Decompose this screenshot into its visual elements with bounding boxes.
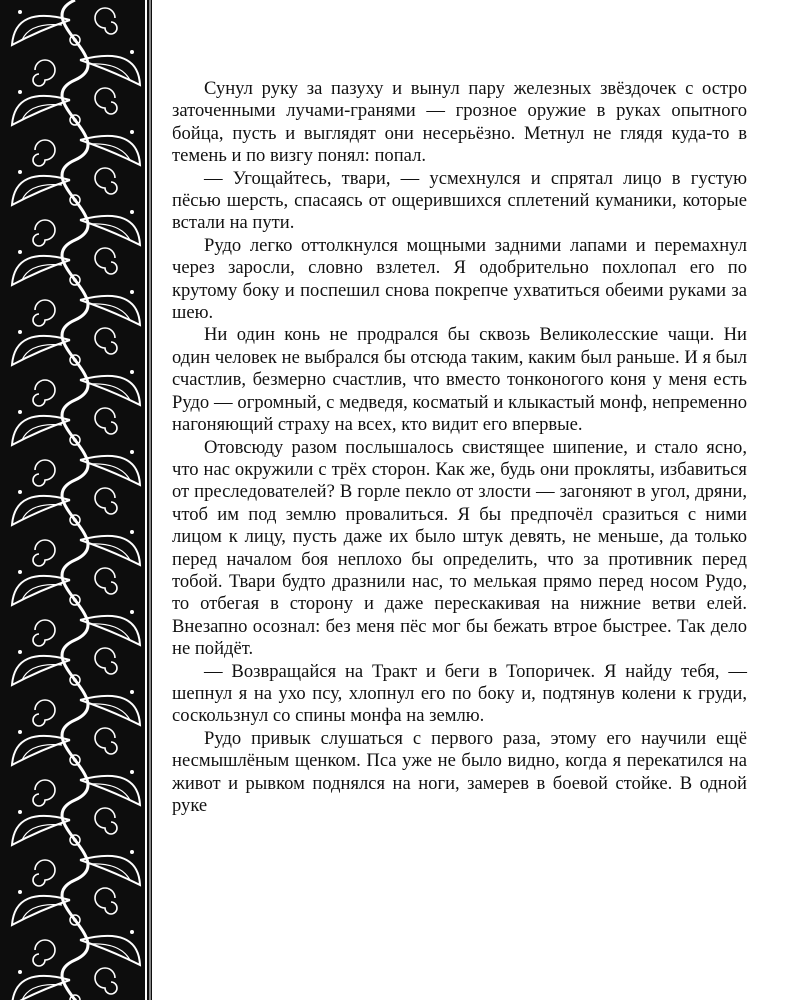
ornament-motif xyxy=(12,416,70,445)
paragraph: Ни один конь не продрался бы сквозь Великолесские чащи. Ни один человек не выбрался бы отсюда таким, каким был раньше. И я был счастлив, безмерно счастлив, что вместо тонконогого коня у меня есть Рудо — огромный, с медведя, косматый и клыкастый монф, непременно нагоняющий страху на всех, кто видит его впервые. xyxy=(172,324,747,436)
ornament-motif xyxy=(73,918,77,922)
ornament-motif xyxy=(33,300,55,326)
ornament-motif xyxy=(33,780,55,806)
ornament-motif xyxy=(130,850,134,854)
ornament-motif xyxy=(12,16,70,45)
ornament-motif xyxy=(80,616,140,645)
ornament-motif xyxy=(12,816,70,845)
ornament-motif xyxy=(130,770,134,774)
ornament-motif xyxy=(130,370,134,374)
ornament-motif xyxy=(73,598,77,602)
ornament-motif xyxy=(12,656,70,685)
ornament-motif xyxy=(80,936,140,965)
ornament-motif xyxy=(80,856,140,885)
ornament-motif xyxy=(12,336,70,365)
ornament-motif xyxy=(18,890,22,894)
ornament-motif xyxy=(95,88,117,114)
ornament-motif xyxy=(95,8,117,34)
ornament-motif xyxy=(33,60,55,86)
ornament-motif xyxy=(12,496,70,525)
ornament-motif xyxy=(80,536,140,565)
ornament-motif xyxy=(73,118,77,122)
ornament-motif xyxy=(73,278,77,282)
ornament-motif xyxy=(62,0,88,1000)
ornament-motif xyxy=(80,56,140,85)
paragraph: Рудо легко оттолкнулся мощными задними лапами и перемахнул через заросли, словно взлетел. Я одобрительно похлопал его по крутому боку и поспешил снова покрепче ухватиться обеими руками за шею. xyxy=(172,234,747,324)
ornament-motif xyxy=(73,518,77,522)
ornament-motif xyxy=(18,410,22,414)
paragraph: Рудо привык слушаться с первого раза, этому его научили ещё несмышлёным щенком. Пса уже не было видно, когда я перекатился на живот и рывком поднялся на ноги, замерев в боевой стойке. В одной руке xyxy=(172,727,747,816)
ornament-motif xyxy=(18,650,22,654)
ornament-motif xyxy=(18,810,22,814)
ornament-motif xyxy=(80,136,140,165)
ornament-motif xyxy=(18,730,22,734)
ornament-motif xyxy=(95,648,117,674)
ornament-motif xyxy=(95,968,117,994)
ornament-motif xyxy=(73,758,77,762)
ornament-motif xyxy=(12,896,70,925)
book-text xyxy=(172,78,747,817)
ornament-motif xyxy=(73,678,77,682)
ornament-motif xyxy=(80,696,140,725)
ornament-motif xyxy=(33,460,55,486)
ornament-motif xyxy=(130,290,134,294)
ornament-motif xyxy=(95,808,117,834)
ornament-pattern-icon xyxy=(0,0,152,1000)
ornament-motif xyxy=(73,358,77,362)
ornament-motif xyxy=(12,176,70,205)
ornament-motif xyxy=(95,248,117,274)
ornament-motif xyxy=(12,736,70,765)
ornament-motif xyxy=(95,728,117,754)
ornament-motif xyxy=(18,570,22,574)
ornament-motif xyxy=(18,90,22,94)
ornament-motif xyxy=(130,450,134,454)
ornament-motif xyxy=(12,96,70,125)
paragraph: — Угощайтесь, твари, — усмехнулся и спрятал лицо в густую пёсью шерсть, спасаясь от ощерившихся сплетений куманики, которые встали на пути. xyxy=(172,167,747,234)
ornament-motif xyxy=(130,130,134,134)
ornament-motif xyxy=(130,930,134,934)
ornament-motif xyxy=(130,690,134,694)
ornament-motif xyxy=(12,256,70,285)
ornament-motif xyxy=(95,408,117,434)
paragraph: Сунул руку за пазуху и вынул пару железных звёздочек с остро заточенными лучами-гранями — грозное оружие в руках опытного бойца, пусть и выглядят они несерьёзно. Метнул не глядя куда-то в темень и по визгу понял: попал. xyxy=(172,78,747,167)
ornament-motif xyxy=(18,170,22,174)
ornament-motif xyxy=(95,488,117,514)
ornament-motif xyxy=(18,970,22,974)
ornament-motif xyxy=(130,530,134,534)
ornament-motif xyxy=(95,568,117,594)
ornament-motif xyxy=(130,210,134,214)
ornament-motif xyxy=(18,490,22,494)
ornament-motif xyxy=(95,328,117,354)
ornament-motif xyxy=(12,576,70,605)
ornament-motif xyxy=(80,776,140,805)
ornament-motif xyxy=(18,330,22,334)
ornament-motif xyxy=(33,540,55,566)
ornament-motif xyxy=(95,888,117,914)
ornament-motif xyxy=(33,700,55,726)
ornament-motif xyxy=(33,380,55,406)
paragraph: Отовсюду разом послышалось свистящее шипение, и стало ясно, что нас окружили с трёх сторон. Как же, будь они прокляты, избавиться от преследователей? В горле пекло от злости — загоняют в угол, дряни, чтоб им под землю провалиться. Я бы предпочёл сразиться с ними лицом к лицу, пусть даже их было штук девять, не меньше, да только перед началом боя неплохо бы определить, что за противник перед тобой. Твари будто дразнили нас, то мелькая прямо перед носом Рудо, то отбегая в сторону и даже перескакивая на нижние ветви елей. Внезапно осознал: без меня пёс мог бы бежать втрое быстрее. Так дело не пойдёт. xyxy=(172,436,747,660)
decorative-ornament-border xyxy=(0,0,152,1000)
ornament-motif xyxy=(73,198,77,202)
ornament-motif xyxy=(33,140,55,166)
ornament-motif xyxy=(130,50,134,54)
ornament-motif xyxy=(130,610,134,614)
ornament-motif xyxy=(33,220,55,246)
ornament-motif xyxy=(33,940,55,966)
ornament-motif xyxy=(73,438,77,442)
ornament-motif xyxy=(73,838,77,842)
ornament-motif xyxy=(33,860,55,886)
ornament-motif xyxy=(80,456,140,485)
ornament-motif xyxy=(80,296,140,325)
ornament-motif xyxy=(95,168,117,194)
ornament-motif xyxy=(18,250,22,254)
ornament-motif xyxy=(33,620,55,646)
ornament-motif xyxy=(18,10,22,14)
paragraph: — Возвращайся на Тракт и беги в Топоричек. Я найду тебя, — шепнул я на ухо псу, хлопнул его по боку и, подтянув колени к груди, соскользнул со спины монфа на землю. xyxy=(172,660,747,727)
ornament-motif xyxy=(80,216,140,245)
ornament-motif xyxy=(80,376,140,405)
ornament-motif xyxy=(73,38,77,42)
